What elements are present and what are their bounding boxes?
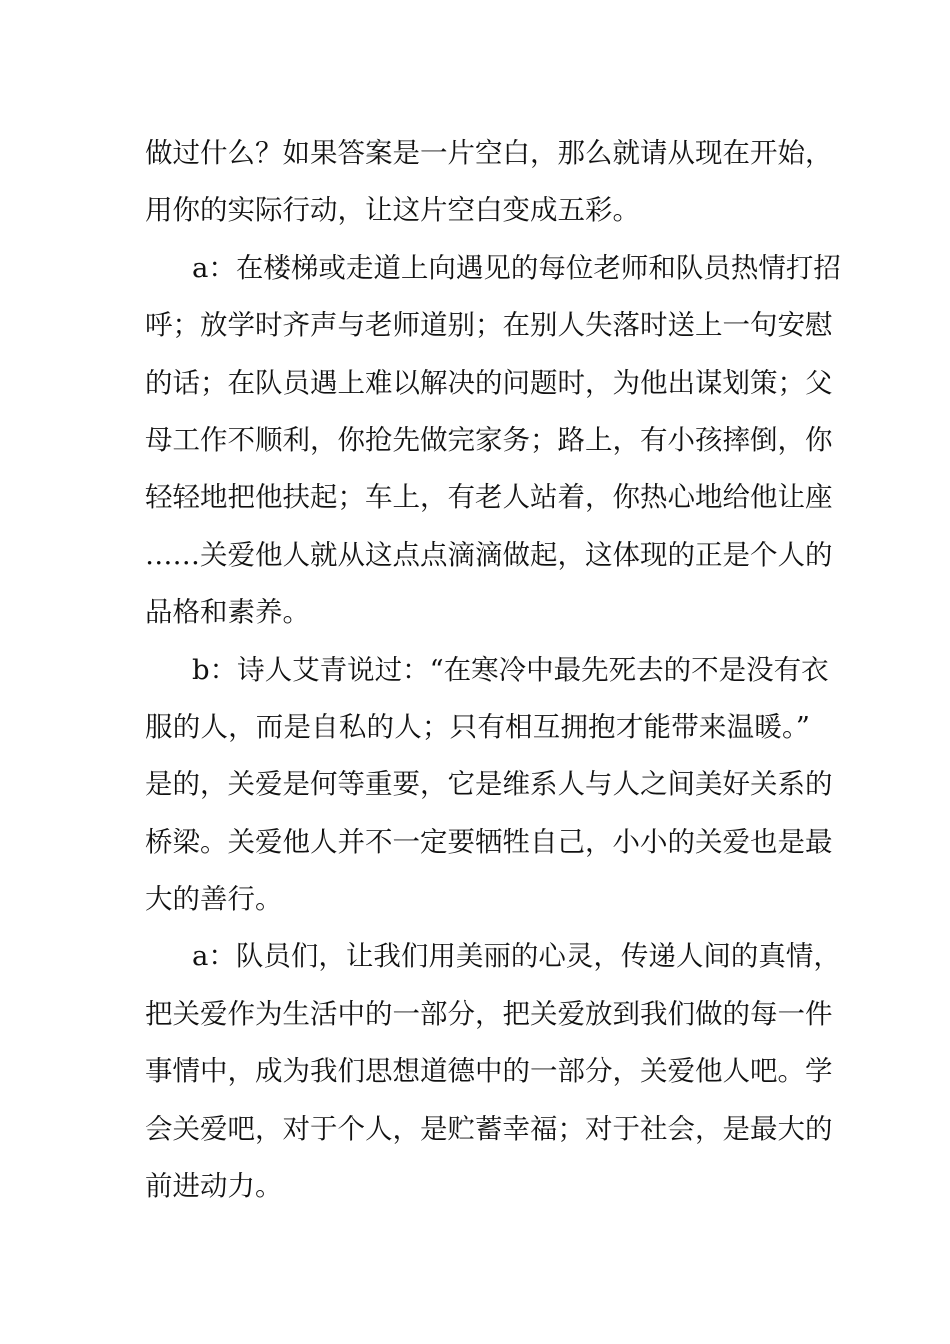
text-line: 桥梁。关爱他人并不一定要牺牲自己，小小的关爱也是最 (145, 825, 833, 858)
text-line: 母工作不顺利，你抢先做完家务；路上，有小孩摔倒，你 (145, 423, 833, 456)
text-line: 用你的实际行动，让这片空白变成五彩。 (145, 194, 640, 227)
body-text (145, 125, 841, 1215)
text-line: 会关爱吧，对于个人，是贮蓄幸福；对于社会，是最大的 (145, 1112, 833, 1145)
text-line: 的话；在队员遇上难以解决的问题时，为他出谋划策；父 (145, 366, 833, 399)
paragraph-a-first-line: a：在楼梯或走道上向遇见的每位老师和队员热情打招 (192, 251, 841, 284)
text-line: ……关爱他人就从这点点滴滴做起，这体现的正是个人的 (145, 538, 833, 571)
text-line: 是的，关爱是何等重要，它是维系人与人之间美好关系的 (145, 768, 833, 801)
text-line: 呼；放学时齐声与老师道别；在别人失落时送上一句安慰 (145, 309, 833, 342)
text-line: 把关爱作为生活中的一部分，把关爱放到我们做的每一件 (145, 997, 833, 1030)
text-line: 大的善行。 (145, 883, 283, 916)
text-line: 轻轻地把他扶起；车上，有老人站着，你热心地给他让座 (145, 481, 833, 514)
text-line: 事情中，成为我们思想道德中的一部分，关爱他人吧。学 (145, 1055, 833, 1088)
text-line: 前进动力。 (145, 1170, 283, 1203)
text-line: 服的人，而是自私的人；只有相互拥抱才能带来温暖。” (145, 710, 810, 743)
text-line: 做过什么？如果答案是一片空白，那么就请从现在开始， (145, 137, 833, 169)
text-line: 品格和素养。 (145, 596, 310, 629)
paragraph-a2-first-line: a：队员们，让我们用美丽的心灵，传递人间的真情， (192, 940, 841, 973)
paragraph-b-first-line: b：诗人艾青说过：“在寒冷中最先死去的不是没有衣 (192, 653, 829, 686)
